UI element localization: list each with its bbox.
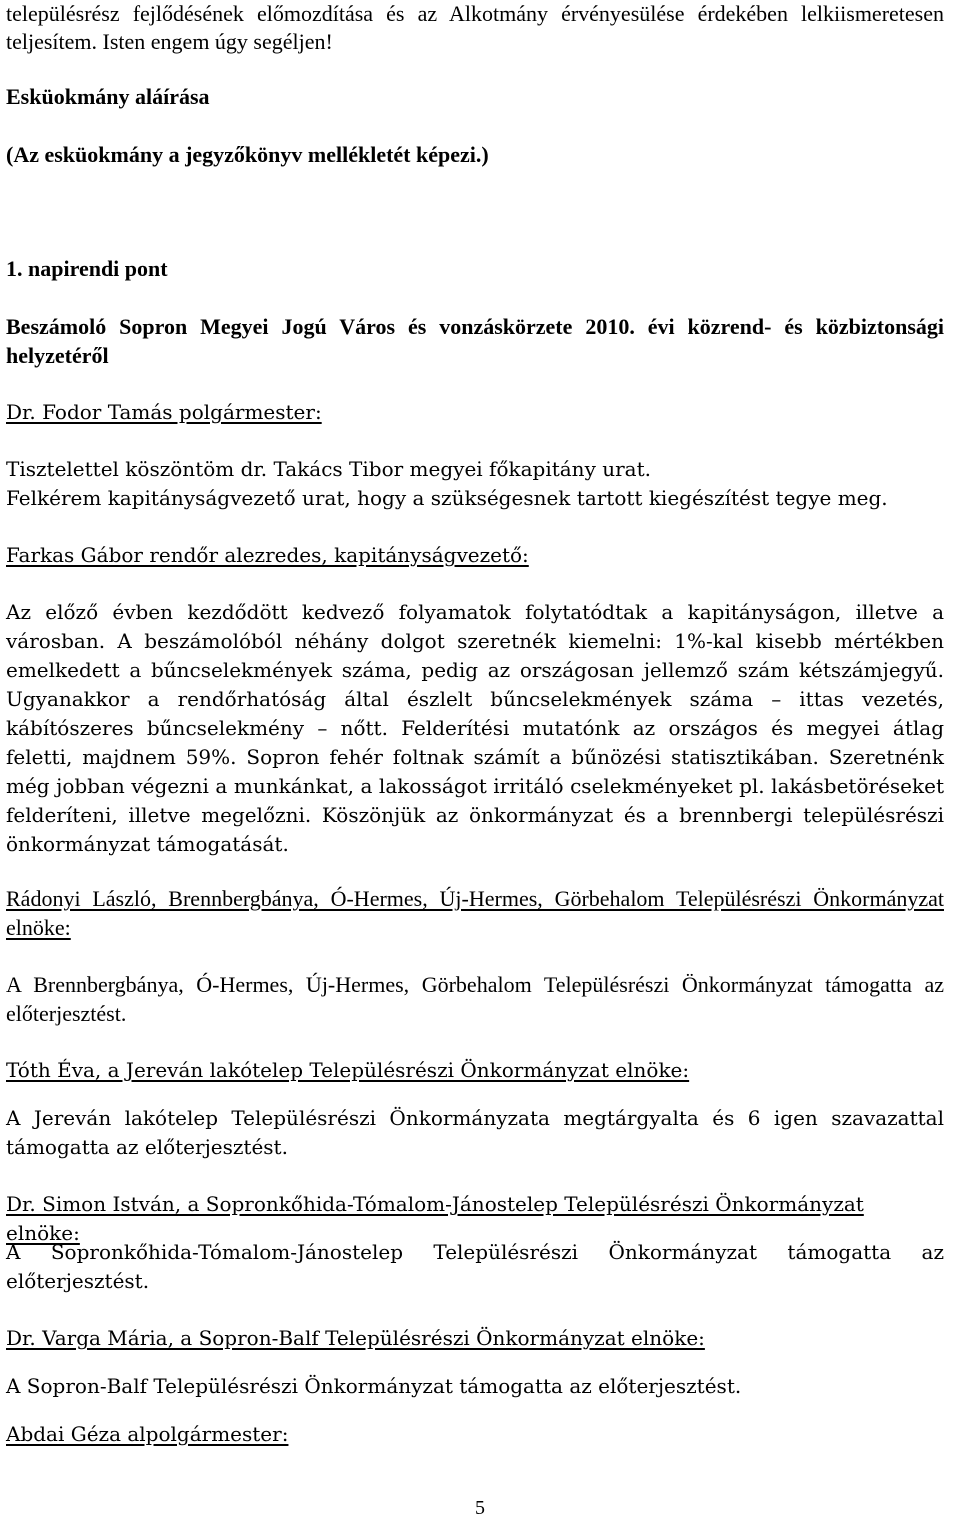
- speaker-police-chief: Farkas Gábor rendőr alezredes, kapitányságvezető:: [6, 543, 529, 567]
- intro-paragraph: településrész fejlődésének előmozdítása és az Alkotmány érvényesülése érdekében lelkiismeretesen teljesítem. Isten engem úgy segéljen!: [6, 1, 944, 54]
- varga-paragraph: A Sopron-Balf Településrészi Önkormányzat támogatta az előterjesztést.: [6, 1374, 742, 1398]
- toth-paragraph: A Jereván lakótelep Településrészi Önkormányzata megtárgyalta és 6 igen szavazattal támogatta az előterjesztést.: [6, 1106, 944, 1159]
- page-number: 5: [475, 1497, 485, 1519]
- mayor-line-1: Tisztelettel köszöntöm dr. Takács Tibor megyei főkapitány urat.: [6, 457, 651, 481]
- agenda-item-title: Beszámoló Sopron Megyei Jogú Város és vonzáskörzete 2010. évi közrend- és közbiztonsági helyzetéről: [6, 314, 944, 368]
- speaker-simon: Dr. Simon István, a Sopronkőhida-Tómalom-Jánostelep Településrészi Önkormányzat elnöke:: [6, 1192, 864, 1245]
- police-chief-paragraph: Az előző évben kezdődött kedvező folyamatok folytatódtak a kapitányságon, illetve a városban. A beszámolóból néhány dolgot szeretnék kiemelni: 1%-kal kisebb mértékben emelkedett a bűncselekmények száma, pedig az országosan jellemző szám kétszámjegyű. Ugyanakkor a rendőrhatóság által észlelt bűncselekmények száma – ittas vezetés, kábítószeres bűncselekmény – nőtt. Felderítési mutatónk az országos és megyei átlag feletti, majdnem 59%. Sopron fehér foltnak számít a bűnözési statisztikában. Szeretnénk még jobban végezni a munkánkat, a lakosságot irritáló cselekményeket pl. lakásbetöréseket felderíteni, illetve megelőzni. Köszönjük az önkormányzat és a brennbergi településrészi önkormányzat támogatását.: [6, 600, 944, 856]
- simon-paragraph: A Sopronkőhida-Tómalom-Jánostelep Településrészi Önkormányzat támogatta az előterjesztést.: [6, 1240, 944, 1293]
- speaker-radonyi: Rádonyi László, Brennbergbánya, Ó-Hermes, Új-Hermes, Görbehalom Településrészi Önkormányzat elnöke:: [6, 886, 944, 940]
- oath-signing-note: (Az esküokmány a jegyzőkönyv mellékletét képezi.): [6, 142, 489, 167]
- speaker-abdai: Abdai Géza alpolgármester:: [6, 1422, 289, 1446]
- agenda-item-number: 1. napirendi pont: [6, 256, 168, 281]
- oath-signing-heading: Esküokmány aláírása: [6, 84, 210, 109]
- speaker-mayor-label: Dr. Fodor Tamás polgármester:: [6, 400, 322, 424]
- radonyi-paragraph: A Brennbergbánya, Ó-Hermes, Új-Hermes, Görbehalom Településrészi Önkormányzat támogatta az előterjesztést.: [6, 972, 944, 1026]
- speaker-toth: Tóth Éva, a Jereván lakótelep Településrészi Önkormányzat elnöke:: [6, 1058, 690, 1082]
- speaker-varga: Dr. Varga Mária, a Sopron-Balf Településrészi Önkormányzat elnöke:: [6, 1326, 705, 1350]
- speaker-mayor: [6, 398, 944, 427]
- mayor-line-2: Felkérem kapitányságvezető urat, hogy a szükségesnek tartott kiegészítést tegye meg.: [6, 486, 888, 510]
